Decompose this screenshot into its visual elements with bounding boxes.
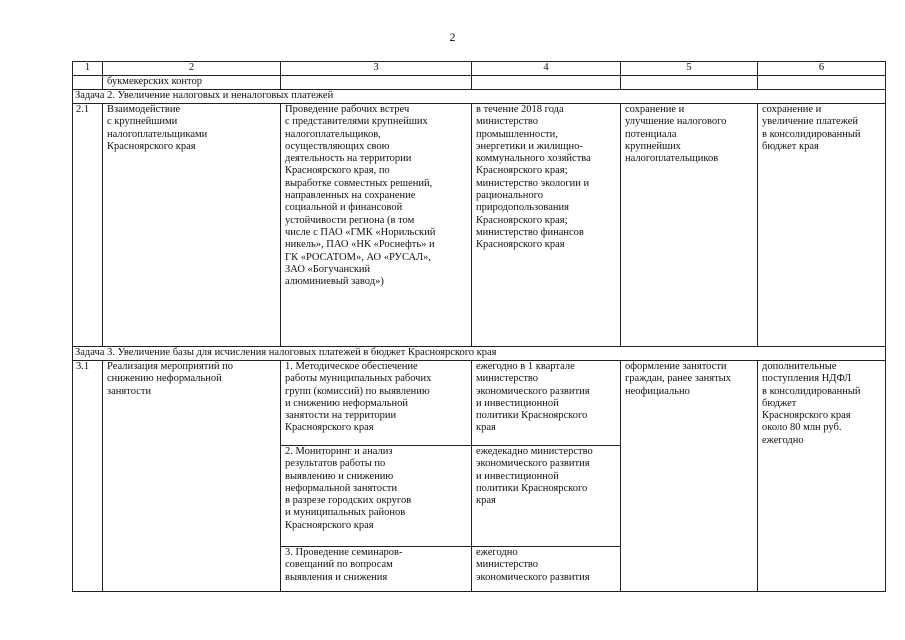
- table-row-3-1-a: [73, 361, 886, 446]
- measure-result: оформление занятости граждан, ранее занятых неофициально: [621, 361, 758, 592]
- sub-term-1: ежегодно в 1 квартале министерство экономического развития и инвестиционной политики Красноярского края: [472, 361, 621, 446]
- measure-effect: сохранение и увеличение платежей в консолидированный бюджет края: [758, 104, 886, 347]
- measure-action: Проведение рабочих встреч с представителями крупнейших налогоплательщиков, осуществляющих свою деятельность на территории Красноярского края, по выработке совместных решений, направленных на сохранение социальной и финансовой устойчивости региона (в том числе с ПАО «ГМК «Норильский никель», ПАО «НК «Роснефть» и ГК «РОСАТОМ», АО «РУСАЛ», ЗАО «Богучанский алюминиевый завод»): [281, 104, 472, 347]
- measure-result: сохранение и улучшение налогового потенциала крупнейших налогоплательщиков: [621, 104, 758, 347]
- column-header-3: 3: [281, 62, 472, 76]
- row-number: 3.1: [73, 361, 103, 592]
- sub-term-2: ежедекадно министерство экономического развития и инвестиционной политики Красноярского края: [472, 446, 621, 547]
- measure-effect: дополнительные поступления НДФЛ в консолидированный бюджет Красноярского края около 80 млн руб. ежегодно: [758, 361, 886, 592]
- table-row-2-1: [73, 104, 886, 347]
- sub-action-2: 2. Мониторинг и анализ результатов работы по выявлению и снижению неформальной занятости в разрезе городских округов и муниципальных районов Красноярского края: [281, 446, 472, 547]
- sub-action-1: 1. Методическое обеспечение работы муниципальных рабочих групп (комиссий) по выявлению и снижению неформальной занятости на территории Красноярского края: [281, 361, 472, 446]
- page-number: 2: [449, 30, 456, 44]
- column-header-5: 5: [621, 62, 758, 76]
- measure-name: Взаимодействие с крупнейшими налогоплательщиками Красноярского края: [103, 104, 281, 347]
- action-plan-table: [72, 61, 886, 592]
- column-number-row: [73, 62, 886, 76]
- task-2-heading: Задача 2. Увеличение налоговых и неналоговых платежей: [73, 90, 886, 104]
- task-3-heading: Задача 3. Увеличение базы для исчисления налоговых платежей в бюджет Красноярского края: [73, 347, 886, 361]
- continuation-text: букмекерских контор: [103, 76, 281, 90]
- measure-name: Реализация мероприятий по снижению неформальной занятости: [103, 361, 281, 592]
- sub-action-3: 3. Проведение семинаров- совещаний по вопросам выявления и снижения: [281, 547, 472, 592]
- column-header-1: 1: [73, 62, 103, 76]
- column-header-2: 2: [103, 62, 281, 76]
- task-row: [73, 347, 886, 361]
- column-header-4: 4: [472, 62, 621, 76]
- sub-term-3: ежегодно министерство экономического развития: [472, 547, 621, 592]
- task-row: [73, 90, 886, 104]
- column-header-6: 6: [758, 62, 886, 76]
- measure-term: в течение 2018 года министерство промышленности, энергетики и жилищно- коммунального хозяйства Красноярского края; министерство экологии и рационального природопользования Красноярского края; министерство финансов Красноярского края: [472, 104, 621, 347]
- continuation-row: [73, 76, 886, 90]
- row-number: 2.1: [73, 104, 103, 347]
